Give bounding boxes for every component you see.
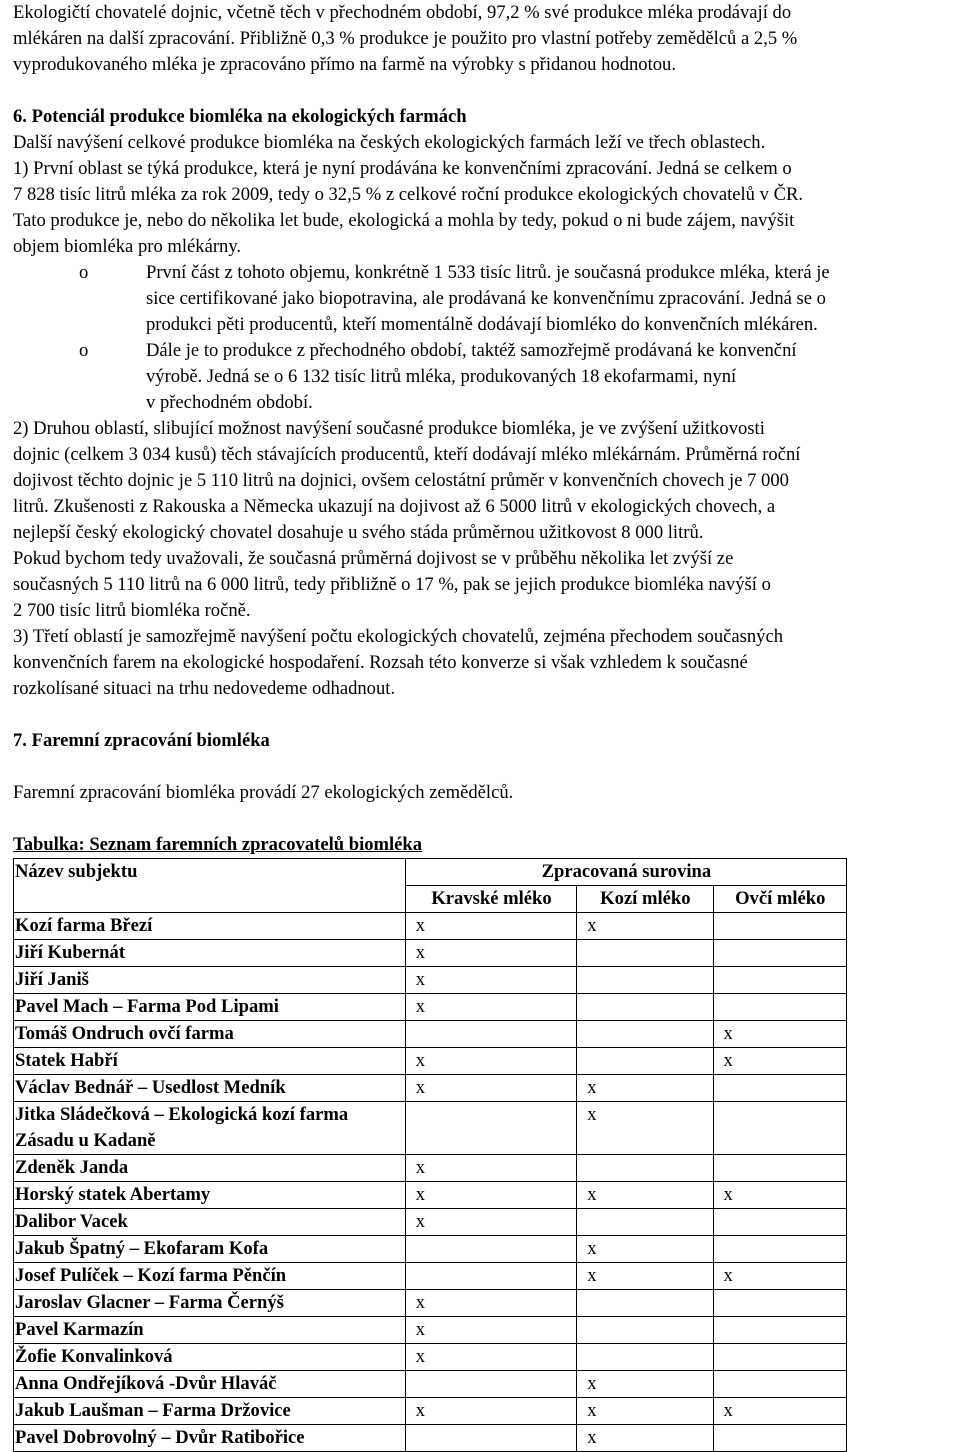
section-6-paragraph-4	[13, 546, 960, 624]
bullet-marker: o	[79, 340, 89, 361]
table-row	[14, 1371, 847, 1398]
cow-milk-cell: x	[405, 1209, 576, 1236]
table-row	[14, 967, 847, 994]
subject-name-cell: Jaroslav Glacner – Farma Černýš	[14, 1290, 406, 1317]
table-row	[14, 994, 847, 1021]
text-line: objem biomléka pro mlékárny.	[13, 236, 242, 257]
text-line: sice certifikované jako biopotravina, ale prodávaná ke konvenčnímu zpracování. Jedná se o	[146, 288, 826, 309]
sheep-milk-cell	[713, 1425, 846, 1452]
table-caption: Tabulka: Seznam faremních zpracovatelů biomléka	[13, 834, 423, 855]
cow-milk-cell	[405, 1021, 576, 1048]
text-line: konvenčních farem na ekologické hospodaření. Rozsah této konverze si však vzhledem k současné	[13, 652, 748, 673]
section-7-heading: 7. Faremní zpracování biomléka	[13, 730, 270, 751]
goat-milk-cell: x	[577, 1075, 713, 1102]
sheep-milk-cell: x	[713, 1048, 846, 1075]
cow-milk-cell: x	[405, 1317, 576, 1344]
goat-milk-cell: x	[577, 1263, 713, 1290]
subject-name-cell: Pavel Mach – Farma Pod Lipami	[14, 994, 406, 1021]
table-row	[14, 1102, 847, 1155]
text-line: 2 700 tisíc litrů biomléka ročně.	[13, 600, 251, 621]
section-7-paragraph-1: Faremní zpracování biomléka provádí 27 ekologických zemědělců.	[13, 782, 514, 803]
subject-name-cell: Jiří Janiš	[14, 967, 406, 994]
cow-milk-cell: x	[405, 1075, 576, 1102]
goat-milk-cell	[577, 1290, 713, 1317]
sheep-milk-cell	[713, 1290, 846, 1317]
sheep-milk-cell	[713, 940, 846, 967]
table-row	[14, 1209, 847, 1236]
text-line: produkci pěti producentů, kteří momentálně dodávají biomléko do konvenčních mlékáren.	[146, 314, 818, 335]
table-row	[14, 940, 847, 967]
spacer	[13, 806, 960, 832]
subject-name-cell: Jakub Laušman – Farma Držovice	[14, 1398, 406, 1425]
cow-milk-cell	[405, 1371, 576, 1398]
table-row	[14, 1021, 847, 1048]
spacer	[13, 78, 960, 104]
sheep-milk-cell	[713, 1209, 846, 1236]
subject-name-cell: Jakub Špatný – Ekofaram Kofa	[14, 1236, 406, 1263]
text-line: současných 5 110 litrů na 6 000 litrů, tedy přibližně o 17 %, pak se jejich produkce biomléka navýší o	[13, 574, 771, 595]
cow-milk-cell	[405, 1236, 576, 1263]
sheep-milk-cell	[713, 1075, 846, 1102]
table-row	[14, 913, 847, 940]
text-line: 1) První oblast se týká produkce, která je nyní prodávána ke konvenčními zpracování. Jedná se celkem o	[13, 158, 792, 179]
cow-milk-cell	[405, 1425, 576, 1452]
cow-milk-cell: x	[405, 994, 576, 1021]
spacer	[13, 702, 960, 728]
goat-milk-cell	[577, 1021, 713, 1048]
goat-milk-cell	[577, 967, 713, 994]
subject-name-cell: Statek Habří	[14, 1048, 406, 1075]
text-line: První část z tohoto objemu, konkrétně 1 533 tisíc litrů. je současná produkce mléka, která je	[146, 262, 830, 283]
cow-milk-cell: x	[405, 1344, 576, 1371]
text-line: rozkolísané situaci na trhu nedovedeme odhadnout.	[13, 678, 396, 699]
subject-name-cell: Horský statek Abertamy	[14, 1182, 406, 1209]
goat-milk-cell: x	[577, 1425, 713, 1452]
cow-milk-cell: x	[405, 940, 576, 967]
text-line: Ekologičtí chovatelé dojnic, včetně těch v přechodném období, 97,2 % své produkce mléka prodávají do	[13, 2, 792, 23]
goat-milk-cell: x	[577, 1398, 713, 1425]
cow-milk-cell: x	[405, 1290, 576, 1317]
text-line: Tato produkce je, nebo do několika let bude, ekologická a mohla by tedy, pokud o ni bude zájem, navýšit	[13, 210, 795, 231]
sheep-milk-cell: x	[713, 1182, 846, 1209]
goat-milk-cell	[577, 1209, 713, 1236]
goat-milk-cell: x	[577, 1371, 713, 1398]
bullet-item-2	[13, 338, 960, 416]
sheep-milk-cell	[713, 1102, 846, 1155]
text-line: 3) Třetí oblastí je samozřejmě navýšení počtu ekologických chovatelů, zejména přechodem současných	[13, 626, 783, 647]
goat-milk-cell	[577, 1048, 713, 1075]
section-6-heading: 6. Potenciál produkce biomléka na ekologických farmách	[13, 106, 467, 127]
sheep-milk-cell	[713, 1317, 846, 1344]
text-line: mlékáren na další zpracování. Přibližně 0,3 % produkce je použito pro vlastní potřeby zemědělců a 2,5 %	[13, 28, 798, 49]
table-row	[14, 1182, 847, 1209]
cow-milk-cell: x	[405, 1048, 576, 1075]
text-line: výrobě. Jedná se o 6 132 tisíc litrů mléka, produkovaných 18 ekofarmami, nyní	[146, 366, 737, 387]
subject-name-cell: Josef Pulíček – Kozí farma Pěnčín	[14, 1263, 406, 1290]
goat-milk-cell	[577, 1344, 713, 1371]
subject-name-cell: Pavel Karmazín	[14, 1317, 406, 1344]
goat-milk-cell: x	[577, 913, 713, 940]
sheep-milk-cell	[713, 967, 846, 994]
subject-name-cell: Žofie Konvalinková	[14, 1344, 406, 1371]
cow-milk-cell: x	[405, 1398, 576, 1425]
sheep-milk-cell	[713, 1236, 846, 1263]
text-line: 7 828 tisíc litrů mléka za rok 2009, tedy o 32,5 % z celkové roční produkce ekologických chovatelů v ČR.	[13, 184, 804, 205]
goat-milk-cell: x	[577, 1236, 713, 1263]
table-row	[14, 1317, 847, 1344]
intro-paragraph	[13, 0, 960, 78]
subject-name-cell: Kozí farma Březí	[14, 913, 406, 940]
table-row	[14, 1048, 847, 1075]
text-line: nejlepší český ekologický chovatel dosahuje u svého stáda průměrnou užitkovost 8 000 litrů.	[13, 522, 704, 543]
processors-table	[13, 858, 847, 1452]
cow-milk-cell: x	[405, 1182, 576, 1209]
table-row	[14, 1398, 847, 1425]
goat-milk-cell: x	[577, 1182, 713, 1209]
text-line: v přechodném období.	[146, 392, 313, 413]
text-line: Dále je to produkce z přechodného období, taktéž samozřejmě prodávaná ke konvenční	[146, 340, 797, 361]
goat-milk-cell	[577, 1155, 713, 1182]
cow-milk-cell: x	[405, 1155, 576, 1182]
subject-name-cell: Václav Bednář – Usedlost Medník	[14, 1075, 406, 1102]
cow-milk-cell	[405, 1102, 576, 1155]
sheep-milk-cell	[713, 1344, 846, 1371]
subject-name-cell: Tomáš Ondruch ovčí farma	[14, 1021, 406, 1048]
header-group: Zpracovaná surovina	[405, 859, 846, 886]
header-sheep-milk: Ovčí mléko	[713, 886, 846, 913]
section-6-paragraph-2	[13, 156, 960, 260]
cow-milk-cell: x	[405, 967, 576, 994]
text-line: Pokud bychom tedy uvažovali, že současná průměrná dojivost se v průběhu několika let zvýší ze	[13, 548, 734, 569]
bullet-marker: o	[79, 262, 89, 283]
sheep-milk-cell: x	[713, 1021, 846, 1048]
subject-name-cell: Jitka Sládečková – Ekologická kozí farma Zásadu u Kadaně	[14, 1102, 406, 1155]
sheep-milk-cell	[713, 913, 846, 940]
section-6-paragraph-5	[13, 624, 960, 702]
header-name: Název subjektu	[14, 859, 406, 913]
cow-milk-cell: x	[405, 913, 576, 940]
header-cow-milk: Kravské mléko	[405, 886, 576, 913]
goat-milk-cell	[577, 994, 713, 1021]
goat-milk-cell	[577, 940, 713, 967]
table-row	[14, 1344, 847, 1371]
goat-milk-cell: x	[577, 1102, 713, 1155]
table-row	[14, 1263, 847, 1290]
subject-name-cell: Jiří Kubernát	[14, 940, 406, 967]
text-line: dojnic (celkem 3 034 kusů) těch stávajících producentů, kteří dodávají mléko mlékárnám. Průměrná roční	[13, 444, 801, 465]
sheep-milk-cell	[713, 994, 846, 1021]
goat-milk-cell	[577, 1317, 713, 1344]
table-row	[14, 1155, 847, 1182]
table-row	[14, 1425, 847, 1452]
text-line: dojivost těchto dojnic je 5 110 litrů na dojnici, ovšem celostátní průměr v konvenčních chovech je 7 000	[13, 470, 789, 491]
text-line: 2) Druhou oblastí, slibující možnost navýšení současné produkce biomléka, je ve zvýšení užitkovosti	[13, 418, 765, 439]
bullet-item-1	[13, 260, 960, 338]
section-6-paragraph-1: Další navýšení celkové produkce biomléka na českých ekologických farmách leží ve třech oblastech.	[13, 132, 766, 153]
header-goat-milk: Kozí mléko	[577, 886, 713, 913]
sheep-milk-cell: x	[713, 1398, 846, 1425]
sheep-milk-cell	[713, 1371, 846, 1398]
cow-milk-cell	[405, 1263, 576, 1290]
sheep-milk-cell: x	[713, 1263, 846, 1290]
sheep-milk-cell	[713, 1155, 846, 1182]
table-row	[14, 1236, 847, 1263]
section-6-paragraph-3	[13, 416, 960, 546]
text-line: litrů. Zkušenosti z Rakouska a Německa ukazují na dojivost až 6 5000 litrů v ekologických chovech, a	[13, 496, 776, 517]
spacer	[13, 754, 960, 780]
subject-name-cell: Dalibor Vacek	[14, 1209, 406, 1236]
subject-name-cell: Zdeněk Janda	[14, 1155, 406, 1182]
subject-name-cell: Anna Ondřejíková -Dvůr Hlaváč	[14, 1371, 406, 1398]
subject-name-cell: Pavel Dobrovolný – Dvůr Ratibořice	[14, 1425, 406, 1452]
text-line: vyprodukovaného mléka je zpracováno přímo na farmě na výrobky s přidanou hodnotou.	[13, 54, 676, 75]
table-row	[14, 1075, 847, 1102]
table-header-row	[14, 859, 847, 886]
table-row	[14, 1290, 847, 1317]
